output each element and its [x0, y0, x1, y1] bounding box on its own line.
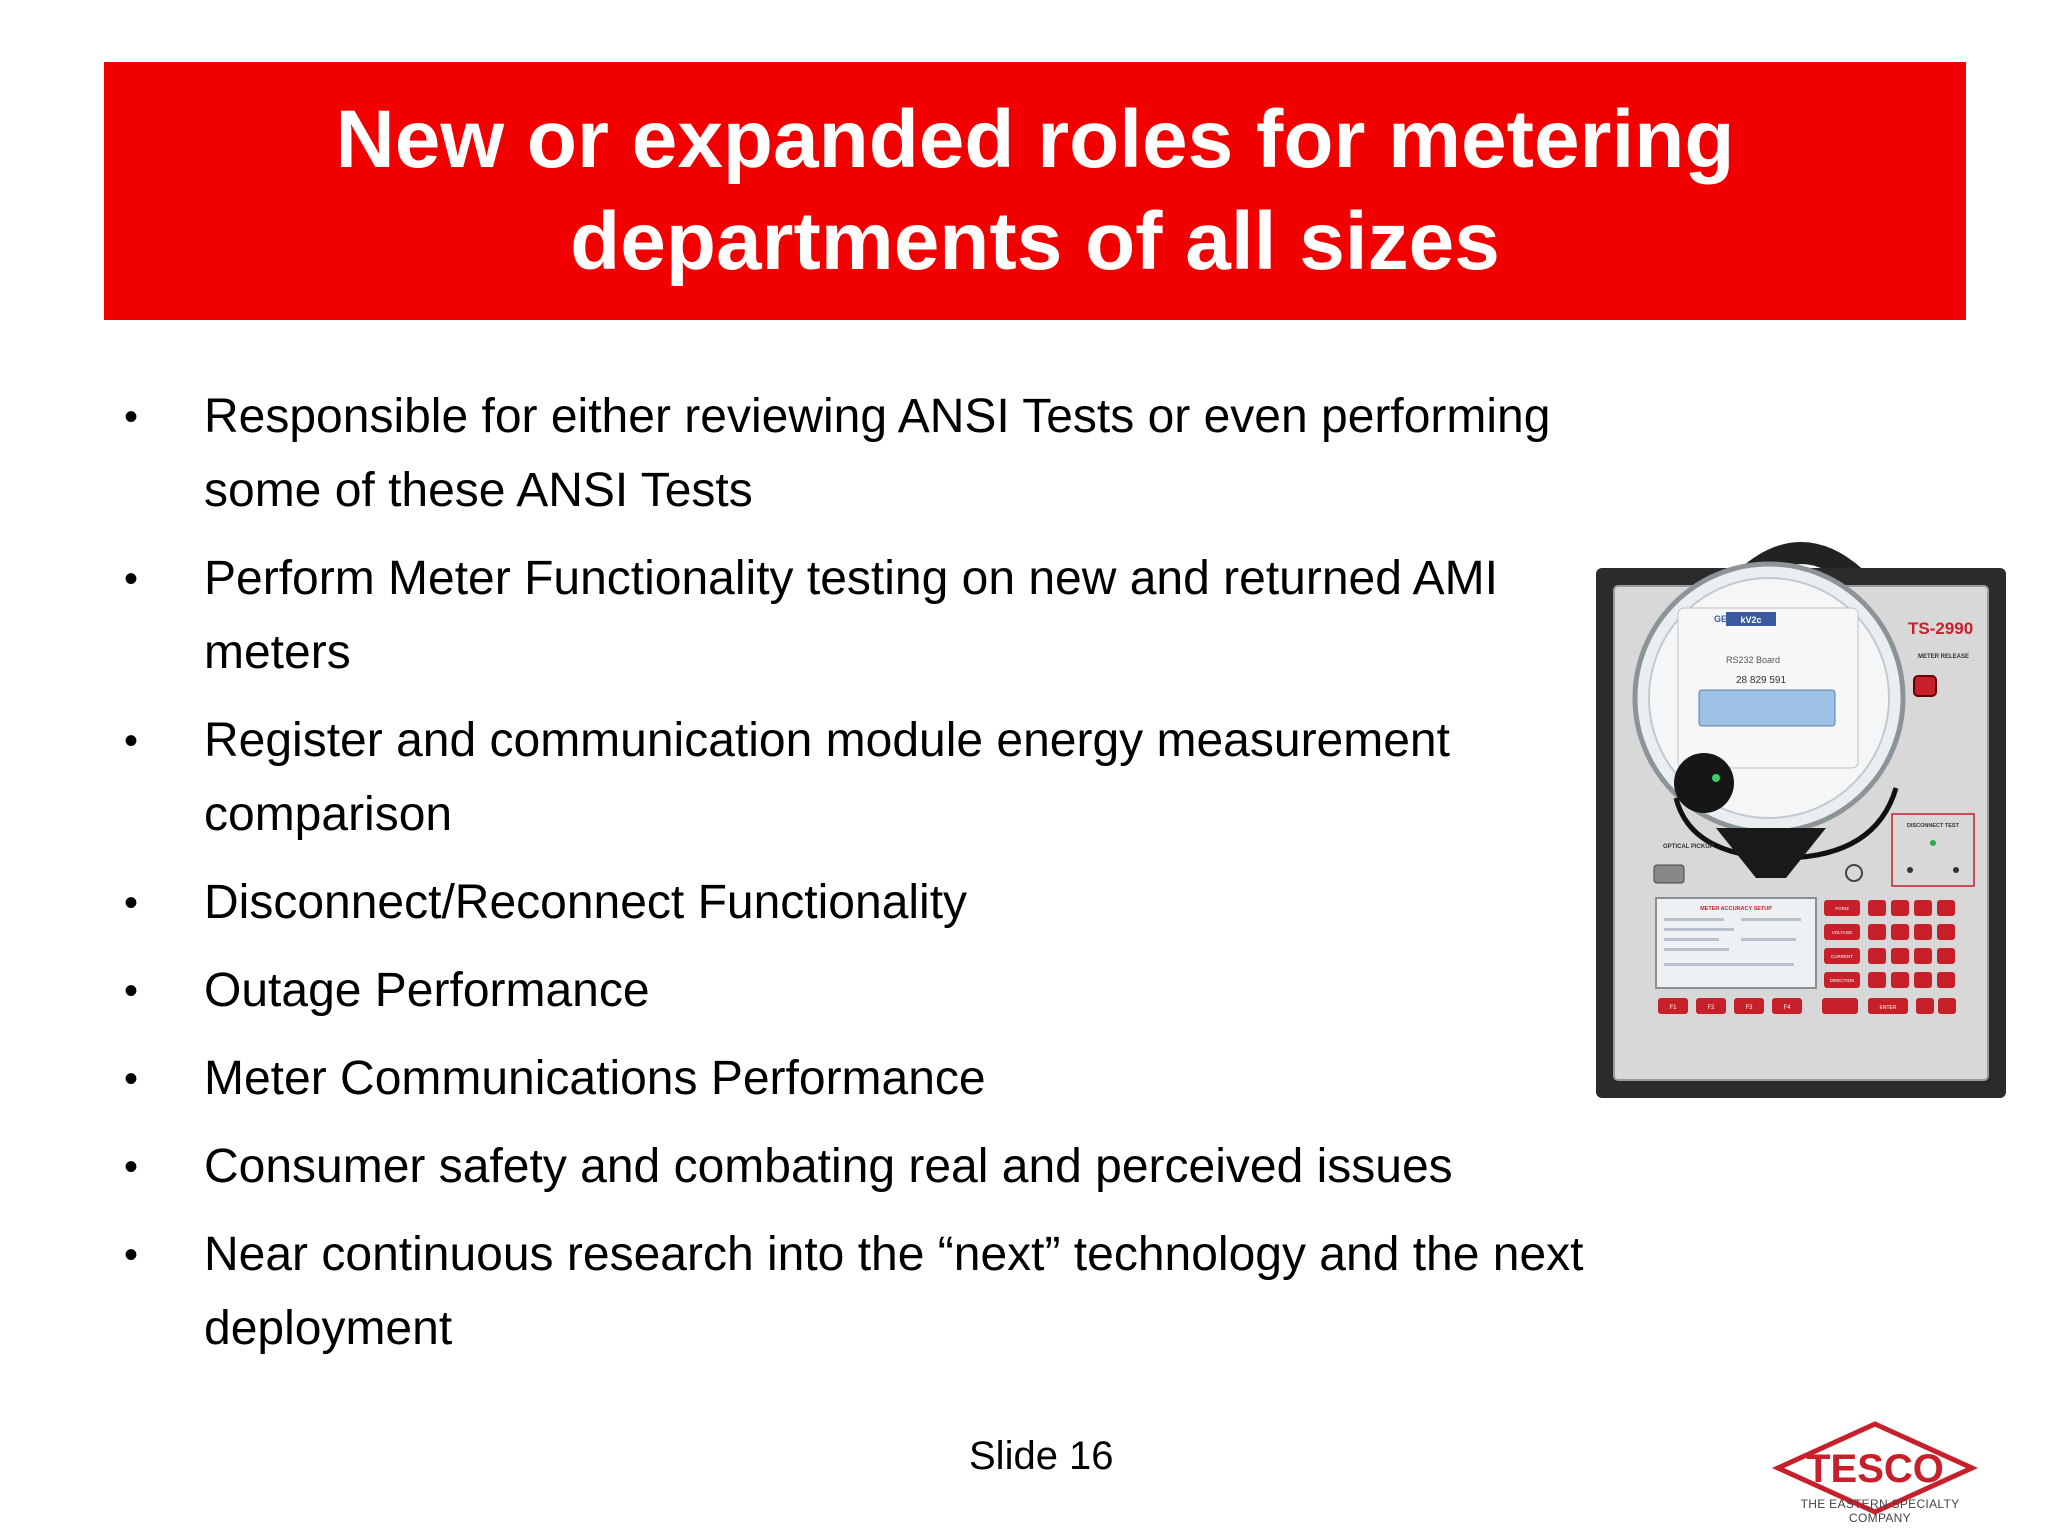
svg-text:VOLTAGE: VOLTAGE	[1831, 930, 1853, 935]
title-banner	[104, 62, 1966, 320]
bullet-text: Near continuous research into the “next” technology and the next deployment	[204, 1228, 1584, 1355]
optical-pickup-label: OPTICAL PICKUP	[1663, 844, 1714, 850]
bullet-item	[120, 1218, 1600, 1366]
bullet-item	[120, 704, 1600, 852]
slide-number: Slide 16	[969, 1434, 1114, 1478]
meter-brand-label: kV2c	[1740, 615, 1762, 625]
bullet-marker: •	[124, 557, 139, 601]
svg-text:CURRENT: CURRENT	[1831, 954, 1853, 959]
device-model-label: TS-2990	[1908, 619, 1974, 638]
bullet-text: Meter Communications Performance	[204, 1052, 986, 1105]
svg-text:ENTER: ENTER	[1879, 1005, 1897, 1011]
bullet-item	[120, 542, 1600, 690]
bullet-marker: •	[124, 395, 139, 439]
bullet-list	[120, 380, 1600, 1380]
bullet-marker: •	[124, 1145, 139, 1189]
bullet-marker: •	[124, 1057, 139, 1101]
bullet-item	[120, 380, 1600, 528]
bullet-text: Responsible for either reviewing ANSI Tests or even performing some of these ANSI Tests	[204, 390, 1551, 517]
meter-release-button	[1914, 676, 1936, 696]
bullet-text: Consumer safety and combating real and perceived issues	[204, 1140, 1453, 1193]
bullet-marker: •	[124, 719, 139, 763]
logo-caption: THE EASTERN SPECIALTY COMPANY	[1800, 1497, 1960, 1525]
bullet-item	[120, 1042, 1600, 1116]
svg-text:F2: F2	[1707, 1005, 1715, 1011]
svg-text:DIRECTION: DIRECTION	[1829, 978, 1855, 983]
meter-serial: 28 829 591	[1736, 675, 1787, 686]
svg-text:F4: F4	[1783, 1005, 1791, 1011]
optical-pickup-port	[1654, 865, 1684, 883]
slide-title: New or expanded roles for metering departments of all sizes	[335, 94, 1735, 287]
meter-logo: GE	[1714, 614, 1728, 624]
meter-release-label: METER RELEASE	[1918, 654, 1970, 660]
bullet-marker: •	[124, 1233, 139, 1277]
bullet-text: Perform Meter Functionality testing on new and returned AMI meters	[204, 552, 1498, 679]
bullet-text: Outage Performance	[204, 964, 650, 1017]
bullet-text: Register and communication module energy measurement comparison	[204, 714, 1450, 841]
svg-text:F3: F3	[1745, 1005, 1753, 1011]
svg-text:F1: F1	[1669, 1005, 1677, 1011]
bullet-item	[120, 866, 1600, 940]
bullet-text: Disconnect/Reconnect Functionality	[204, 876, 968, 929]
disconnect-test-label: DISCONNECT TEST	[1907, 823, 1959, 829]
bullet-marker: •	[124, 881, 139, 925]
screen-heading: METER ACCURACY SETUP	[1700, 906, 1772, 912]
logo-text: TESCO	[1806, 1447, 1944, 1491]
bullet-item	[120, 954, 1600, 1028]
meter-board-label: RS232 Board	[1726, 655, 1781, 665]
meter-test-device-image	[1596, 538, 2006, 1098]
bullet-item	[120, 1130, 1600, 1204]
bullet-marker: •	[124, 969, 139, 1013]
svg-text:FORM: FORM	[1835, 906, 1849, 911]
